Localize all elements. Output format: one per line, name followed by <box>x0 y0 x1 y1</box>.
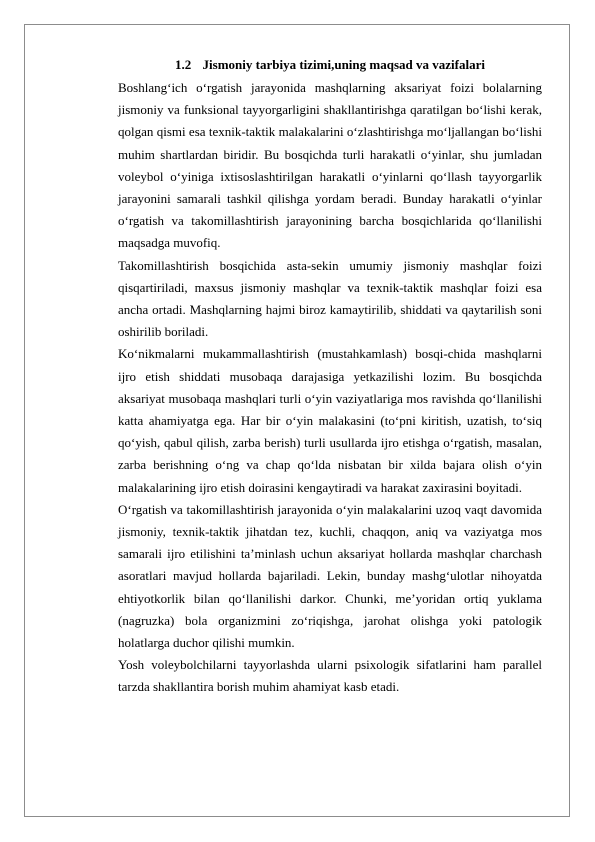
paragraph-2: Takomillashtirish bosqichida asta-sekin umumiy jismoniy mashqlar foizi qisqartiriladi, maxsus jismoniy mashqlar va texnik-taktik mashqlar foizi esa ancha ortadi. Mashqlarning hajmi biroz kamaytirilib, shiddati va qaytarilish soni oshirilib boriladi. <box>118 257 542 340</box>
section-title: Jismoniy tarbiya tizimi,uning maqsad va vazifalari <box>202 57 485 72</box>
section-heading <box>118 57 542 73</box>
document-body <box>118 57 542 699</box>
section-number: 1.2 <box>175 57 192 72</box>
paragraph-3: Ko‘nikmalarni mukammallashtirish (mustahkamlash) bosqi-chida mashqlarni ijro etish shiddati musobaqa darajasiga yetkazilishi lozim. Bu bosqichda aksariyat musobaqa mashqlari turli o‘yin vaziyatlariga mos ravishda qo‘llanilishi katta ahamiyatga ega. Har bir o‘yin malakasini (to‘pni kiritish, uzatish, to‘siq qo‘yish, qabul qilish, zarba berish) turli usullarda ijro etishga o‘rgatish, masalan, zarba berishning o‘ng va chap qo‘lda nisbatan bir xilda bajara olish o‘yin malakalarining ijro etish doirasini kengaytiradi va harakat zaxirasini boyitadi. <box>118 346 542 495</box>
paragraph-4: O‘rgatish va takomillashtirish jarayonida o‘yin malakalarini uzoq vaqt davomida jismoniy, texnik-taktik jihatdan tez, kuchli, chaqqon, aniq va vaziyatga mos samarali ijro etilishini ta’minlash uchun aksariyat hollarda mashqlar charchash asoratlari mavjud hollarda bajariladi. Lekin, bunday mashg‘ulotlar nihoyatda ehtiyotkorlik bilan qo‘llanilishi darkor. Chunki, me’yoridan ortiq yuklama (nagruzka) bola organizmini zo‘riqishga, jarohat olishga yoki patologik holatlarga duchor qilishi mumkin. <box>118 501 542 651</box>
paragraph-5: Yosh voleybolchilarni tayyorlashda ularni psixologik sifatlarini ham parallel tarzda shakllantira borish muhim ahamiyat kasb etadi. <box>118 657 542 695</box>
paragraph-1: Boshlang‘ich o‘rgatish jarayonida mashqlarning aksariyat foizi bolalarning jismoniy va funksional tayyorgarligini shakllantirishga qaratilgan bo‘lishi kerak, qolgan qismi esa texnik-taktik malakalarini o‘zlashtirishga mo‘ljallangan bo‘lishi muhim shartlardan biridir. Bu bosqichda turli harakatli o‘yinlar, shu jumladan voleybol o‘yiniga ixtisoslashtirilgan harakatli o‘yinlarni qo‘llash tayyorgarlik jarayonini samarali tashkil qilishga yordam beradi. Bunday harakatli o‘yinlar o‘rgatish va takomillashtirish jarayonining barcha bosqichlarida qo‘llanilishi maqsadga muvofiq. <box>118 80 542 251</box>
